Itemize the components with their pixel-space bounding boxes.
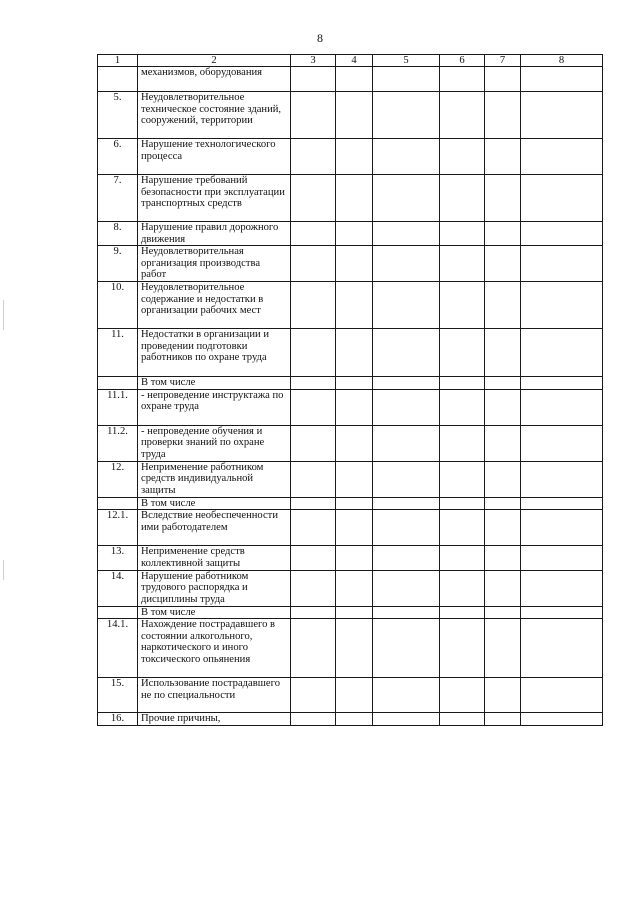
scan-edge-mark [3,560,4,580]
empty-cell [440,678,485,713]
row-number: 16. [98,713,138,726]
table-row [98,461,603,497]
empty-cell [336,139,373,175]
empty-cell [485,175,521,222]
empty-cell [521,570,603,606]
empty-cell [373,425,440,461]
empty-cell [373,461,440,497]
row-number: 14.1. [98,619,138,678]
table-row [98,329,603,377]
empty-cell [440,570,485,606]
empty-cell [485,570,521,606]
empty-cell [485,139,521,175]
row-number: 11.1. [98,389,138,425]
empty-cell [521,377,603,390]
empty-cell [291,246,336,282]
empty-cell [336,461,373,497]
empty-cell [336,606,373,619]
cause-text: механизмов, оборудования [138,67,291,92]
row-number: 5. [98,92,138,139]
empty-cell [440,713,485,726]
column-header: 2 [138,55,291,67]
empty-cell [291,619,336,678]
column-header: 5 [373,55,440,67]
empty-cell [336,175,373,222]
row-number: 6. [98,139,138,175]
empty-cell [440,175,485,222]
empty-cell [440,246,485,282]
table-row [98,425,603,461]
empty-cell [373,222,440,246]
empty-cell [440,510,485,546]
empty-cell [291,389,336,425]
cause-text: В том числе [138,606,291,619]
row-number [98,377,138,390]
empty-cell [521,546,603,570]
empty-cell [373,282,440,329]
table-row [98,389,603,425]
empty-cell [440,92,485,139]
empty-cell [336,377,373,390]
empty-cell [373,92,440,139]
column-header: 7 [485,55,521,67]
empty-cell [521,222,603,246]
empty-cell [485,678,521,713]
empty-cell [485,67,521,92]
scan-edge-mark [3,300,4,330]
empty-cell [373,497,440,510]
table-row [98,546,603,570]
empty-cell [521,619,603,678]
empty-cell [291,713,336,726]
empty-cell [521,425,603,461]
empty-cell [336,246,373,282]
empty-cell [485,329,521,377]
empty-cell [373,713,440,726]
empty-cell [291,606,336,619]
cause-text: В том числе [138,497,291,510]
cause-text: Нарушение технологического процесса [138,139,291,175]
empty-cell [440,425,485,461]
empty-cell [373,678,440,713]
table-row [98,713,603,726]
row-number: 14. [98,570,138,606]
empty-cell [291,678,336,713]
empty-cell [485,510,521,546]
empty-cell [373,175,440,222]
empty-cell [336,713,373,726]
empty-cell [291,377,336,390]
empty-cell [336,222,373,246]
empty-cell [521,510,603,546]
empty-cell [440,377,485,390]
empty-cell [291,570,336,606]
empty-cell [336,282,373,329]
empty-cell [336,329,373,377]
cause-text: Нарушение правил дорожного движения [138,222,291,246]
empty-cell [291,92,336,139]
cause-text: Использование пострадавшего не по специальности [138,678,291,713]
cause-text: Неприменение средств коллективной защиты [138,546,291,570]
table-row [98,246,603,282]
table-row [98,377,603,390]
table-row [98,92,603,139]
empty-cell [291,497,336,510]
empty-cell [336,67,373,92]
row-number: 13. [98,546,138,570]
empty-cell [291,175,336,222]
empty-cell [336,546,373,570]
empty-cell [485,619,521,678]
empty-cell [373,67,440,92]
table-row [98,497,603,510]
empty-cell [373,606,440,619]
empty-cell [521,92,603,139]
row-number: 8. [98,222,138,246]
cause-text: - непроведение обучения и проверки знаний по охране труда [138,425,291,461]
empty-cell [291,67,336,92]
empty-cell [336,425,373,461]
empty-cell [373,510,440,546]
empty-cell [291,546,336,570]
empty-cell [440,546,485,570]
column-header: 4 [336,55,373,67]
cause-text: Вследствие необеспеченности ими работодателем [138,510,291,546]
empty-cell [373,377,440,390]
cause-text: Неприменение работником средств индивидуальной защиты [138,461,291,497]
empty-cell [373,246,440,282]
empty-cell [336,510,373,546]
causes-table [97,54,603,726]
empty-cell [373,389,440,425]
row-number: 11. [98,329,138,377]
cause-text: Нарушение требований безопасности при эксплуатации транспортных средств [138,175,291,222]
cause-text: В том числе [138,377,291,390]
row-number: 15. [98,678,138,713]
table-row [98,678,603,713]
empty-cell [521,461,603,497]
empty-cell [440,606,485,619]
empty-cell [336,389,373,425]
empty-cell [485,377,521,390]
row-number: 7. [98,175,138,222]
table-row [98,175,603,222]
empty-cell [440,389,485,425]
row-number: 11.2. [98,425,138,461]
table-row [98,67,603,92]
empty-cell [291,222,336,246]
empty-cell [485,546,521,570]
empty-cell [373,570,440,606]
column-header: 8 [521,55,603,67]
page-number: 8 [317,31,323,45]
empty-cell [521,497,603,510]
empty-cell [291,329,336,377]
header-row [98,55,603,67]
cause-text: - непроведение инструктажа по охране труда [138,389,291,425]
empty-cell [440,222,485,246]
empty-cell [336,619,373,678]
row-number: 9. [98,246,138,282]
empty-cell [521,389,603,425]
table-row [98,139,603,175]
empty-cell [485,389,521,425]
column-header: 6 [440,55,485,67]
row-number [98,497,138,510]
column-header: 1 [98,55,138,67]
cause-text: Неудовлетворительная организация производства работ [138,246,291,282]
row-number: 12.1. [98,510,138,546]
empty-cell [521,606,603,619]
empty-cell [373,139,440,175]
cause-text: Нарушение работником трудового распорядка и дисциплины труда [138,570,291,606]
empty-cell [440,282,485,329]
empty-cell [440,497,485,510]
empty-cell [291,139,336,175]
cause-text: Неудовлетворительное содержание и недостатки в организации рабочих мест [138,282,291,329]
table-row [98,606,603,619]
empty-cell [336,92,373,139]
empty-cell [521,246,603,282]
empty-cell [291,461,336,497]
empty-cell [485,461,521,497]
empty-cell [521,139,603,175]
empty-cell [336,570,373,606]
empty-cell [291,425,336,461]
table-row [98,282,603,329]
empty-cell [440,139,485,175]
empty-cell [440,329,485,377]
empty-cell [485,606,521,619]
row-number: 12. [98,461,138,497]
empty-cell [440,461,485,497]
empty-cell [373,329,440,377]
empty-cell [521,329,603,377]
empty-cell [485,222,521,246]
empty-cell [440,67,485,92]
empty-cell [521,678,603,713]
empty-cell [521,282,603,329]
empty-cell [373,619,440,678]
empty-cell [485,92,521,139]
empty-cell [521,67,603,92]
empty-cell [485,425,521,461]
empty-cell [373,546,440,570]
table-row [98,619,603,678]
cause-text: Прочие причины, [138,713,291,726]
column-header: 3 [291,55,336,67]
empty-cell [336,678,373,713]
row-number [98,67,138,92]
empty-cell [291,282,336,329]
row-number [98,606,138,619]
cause-text: Недостатки в организации и проведении подготовки работников по охране труда [138,329,291,377]
table-row [98,510,603,546]
cause-text: Нахождение пострадавшего в состоянии алкогольного, наркотического и иного токсического опьянения [138,619,291,678]
row-number: 10. [98,282,138,329]
table-row [98,570,603,606]
empty-cell [521,175,603,222]
empty-cell [485,713,521,726]
empty-cell [440,619,485,678]
empty-cell [485,282,521,329]
table-row [98,222,603,246]
empty-cell [485,497,521,510]
empty-cell [291,510,336,546]
empty-cell [336,497,373,510]
cause-text: Неудовлетворительное техническое состояние зданий, сооружений, территории [138,92,291,139]
empty-cell [521,713,603,726]
empty-cell [485,246,521,282]
